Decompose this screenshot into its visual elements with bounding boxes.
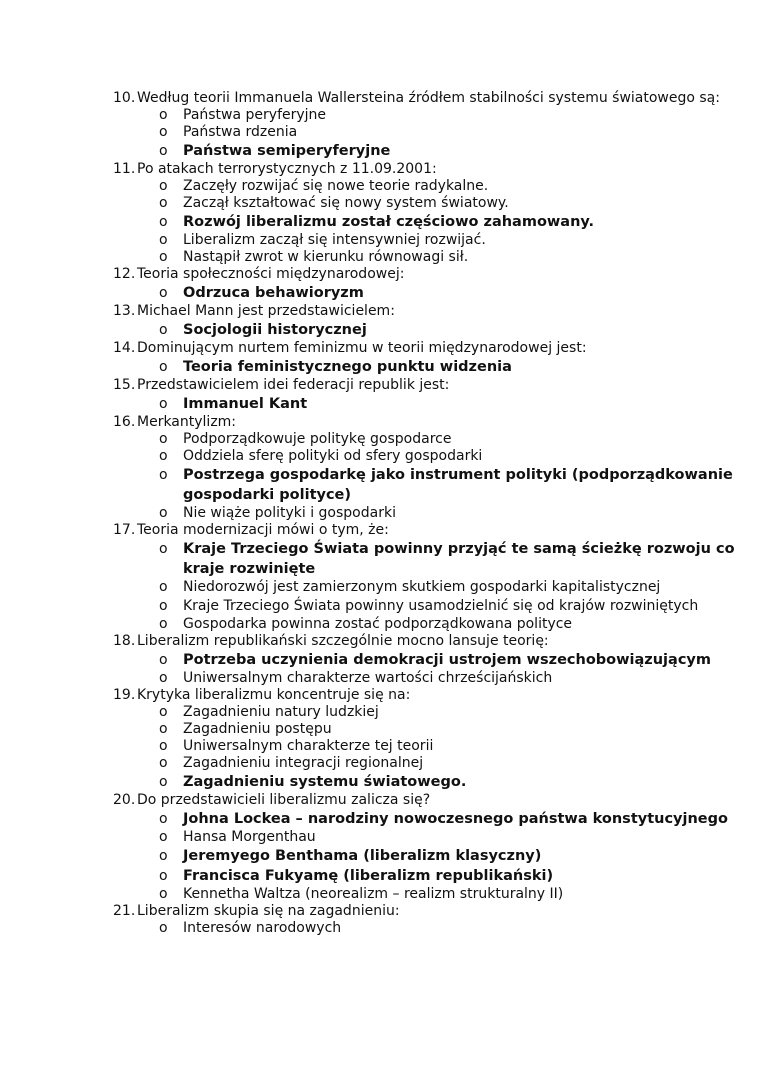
- answer-list: [113, 809, 743, 903]
- answer-text: Zaczął kształtować się nowy system światowy.: [183, 195, 509, 211]
- question-block: [113, 903, 743, 937]
- circle-bullet-icon: o: [159, 396, 168, 412]
- question: [113, 161, 743, 178]
- answer-text: Johna Lockea – narodziny nowoczesnego państwa konstytucyjnego: [183, 811, 728, 827]
- answer-option: [113, 829, 743, 846]
- document-body: [113, 90, 743, 937]
- circle-bullet-icon: o: [159, 143, 168, 159]
- answer-list: [113, 320, 743, 340]
- question: [113, 303, 743, 320]
- answer-text: Odrzuca behawioryzm: [183, 285, 364, 301]
- question-text: Teoria modernizacji mówi o tym, że:: [137, 522, 389, 538]
- answer-list: [113, 178, 743, 266]
- circle-bullet-icon: o: [159, 195, 168, 211]
- circle-bullet-icon: o: [159, 868, 168, 884]
- question: [113, 266, 743, 283]
- question-text: Liberalizm republikański szczególnie mocno lansuje teorię:: [137, 633, 549, 649]
- answer-text: Uniwersalnym charakterze tej teorii: [183, 738, 434, 754]
- question: [113, 687, 743, 704]
- circle-bullet-icon: o: [159, 541, 168, 557]
- question-number: 19.: [113, 687, 136, 703]
- answer-text: Zaczęły rozwijać się nowe teorie radykalne.: [183, 178, 489, 194]
- circle-bullet-icon: o: [159, 704, 168, 720]
- answer-option: [113, 616, 743, 633]
- circle-bullet-icon: o: [159, 124, 168, 140]
- answer-text: Rozwój liberalizmu został częściowo zahamowany.: [183, 214, 595, 230]
- question-text: Do przedstawicieli liberalizmu zalicza się?: [137, 792, 431, 808]
- question-number: 11.: [113, 161, 136, 177]
- answer-option: [113, 505, 743, 522]
- question: [113, 414, 743, 431]
- answer-option-correct: [113, 394, 743, 414]
- answer-option: [113, 721, 743, 738]
- circle-bullet-icon: o: [159, 322, 168, 338]
- answer-option-correct: [113, 866, 743, 886]
- question-block: [113, 377, 743, 414]
- answer-text: Socjologii historycznej: [183, 322, 367, 338]
- answer-list: [113, 107, 743, 161]
- answer-option-correct: [113, 650, 743, 670]
- question-block: [113, 303, 743, 340]
- answer-text: Nastąpił zwrot w kierunku równowagi sił.: [183, 249, 469, 265]
- question: [113, 903, 743, 920]
- question-number: 12.: [113, 266, 136, 282]
- answer-text: Kraje Trzeciego Świata powinny przyjąć te samą ścieżkę rozwoju co kraje rozwinięte: [183, 541, 735, 577]
- answer-option-correct: [113, 809, 743, 829]
- answer-option: [113, 178, 743, 195]
- circle-bullet-icon: o: [159, 107, 168, 123]
- circle-bullet-icon: o: [159, 670, 168, 686]
- answer-text: Nie wiąże polityki i gospodarki: [183, 505, 396, 521]
- circle-bullet-icon: o: [159, 755, 168, 771]
- question-text: Według teorii Immanuela Wallersteina źródłem stabilności systemu światowego są:: [137, 90, 720, 106]
- answer-option-correct: [113, 539, 743, 579]
- circle-bullet-icon: o: [159, 448, 168, 464]
- circle-bullet-icon: o: [159, 467, 168, 483]
- circle-bullet-icon: o: [159, 886, 168, 902]
- answer-text: Zagadnieniu natury ludzkiej: [183, 704, 379, 720]
- question-number: 15.: [113, 377, 136, 393]
- question-block: [113, 414, 743, 522]
- question-block: [113, 792, 743, 903]
- question: [113, 792, 743, 809]
- answer-text: Francisca Fukyamę (liberalizm republikański): [183, 868, 554, 884]
- answer-option-correct: [113, 846, 743, 866]
- answer-text: Zagadnieniu systemu światowego.: [183, 774, 467, 790]
- answer-text: Jeremyego Benthama (liberalizm klasyczny): [183, 848, 542, 864]
- question-number: 20.: [113, 792, 136, 808]
- question-number: 10.: [113, 90, 136, 106]
- answer-text: Uniwersalnym charakterze wartości chrześcijańskich: [183, 670, 553, 686]
- circle-bullet-icon: o: [159, 505, 168, 521]
- answer-option: [113, 755, 743, 772]
- circle-bullet-icon: o: [159, 920, 168, 936]
- answer-option: [113, 596, 743, 616]
- answer-option: [113, 670, 743, 687]
- circle-bullet-icon: o: [159, 721, 168, 737]
- question-text: Przedstawicielem idei federacji republik jest:: [137, 377, 450, 393]
- answer-text: Kennetha Waltza (neorealizm – realizm strukturalny II): [183, 886, 564, 902]
- answer-list: [113, 650, 743, 687]
- answer-text: Gospodarka powinna zostać podporządkowana polityce: [183, 616, 573, 632]
- answer-text: Liberalizm zaczął się intensywniej rozwijać.: [183, 232, 486, 248]
- question-block: [113, 633, 743, 687]
- question-block: [113, 161, 743, 266]
- question-text: Michael Mann jest przedstawicielem:: [137, 303, 395, 319]
- answer-option: [113, 448, 743, 465]
- circle-bullet-icon: o: [159, 652, 168, 668]
- circle-bullet-icon: o: [159, 616, 168, 632]
- answer-option: [113, 704, 743, 721]
- question-number: 16.: [113, 414, 136, 430]
- answer-option: [113, 107, 743, 124]
- circle-bullet-icon: o: [159, 738, 168, 754]
- circle-bullet-icon: o: [159, 249, 168, 265]
- circle-bullet-icon: o: [159, 214, 168, 230]
- circle-bullet-icon: o: [159, 848, 168, 864]
- answer-option: [113, 124, 743, 141]
- question: [113, 340, 743, 357]
- answer-option-correct: [113, 357, 743, 377]
- question-block: [113, 340, 743, 377]
- circle-bullet-icon: o: [159, 811, 168, 827]
- question-text: Dominującym nurtem feminizmu w teorii międzynarodowej jest:: [137, 340, 587, 356]
- circle-bullet-icon: o: [159, 829, 168, 845]
- answer-list: [113, 431, 743, 522]
- question: [113, 377, 743, 394]
- answer-option-correct: [113, 212, 743, 232]
- answer-option: [113, 431, 743, 448]
- circle-bullet-icon: o: [159, 178, 168, 194]
- circle-bullet-icon: o: [159, 285, 168, 301]
- question-number: 17.: [113, 522, 136, 538]
- answer-text: Interesów narodowych: [183, 920, 342, 936]
- answer-list: [113, 920, 743, 937]
- answer-text: Postrzega gospodarkę jako instrument polityki (podporządkowanie gospodarki polityce): [183, 467, 733, 503]
- question-text: Po atakach terrorystycznych z 11.09.2001:: [137, 161, 437, 177]
- question-block: [113, 266, 743, 303]
- question-block: [113, 687, 743, 792]
- question: [113, 522, 743, 539]
- question-number: 21.: [113, 903, 136, 919]
- answer-text: Teoria feministycznego punktu widzenia: [183, 359, 512, 375]
- question-text: Merkantylizm:: [137, 414, 237, 430]
- answer-list: [113, 394, 743, 414]
- answer-option: [113, 920, 743, 937]
- answer-option-correct: [113, 320, 743, 340]
- circle-bullet-icon: o: [159, 232, 168, 248]
- answer-option: [113, 738, 743, 755]
- answer-text: Państwa semiperyferyjne: [183, 143, 391, 159]
- answer-text: Oddziela sferę polityki od sfery gospodarki: [183, 448, 483, 464]
- question: [113, 633, 743, 650]
- answer-text: Immanuel Kant: [183, 396, 308, 412]
- question-number: 13.: [113, 303, 136, 319]
- answer-option: [113, 232, 743, 249]
- answer-text: Kraje Trzeciego Świata powinny usamodzielnić się od krajów rozwiniętych: [183, 598, 699, 614]
- answer-list: [113, 283, 743, 303]
- answer-text: Państwa peryferyjne: [183, 107, 327, 123]
- answer-text: Zagadnieniu postępu: [183, 721, 332, 737]
- circle-bullet-icon: o: [159, 598, 168, 614]
- answer-option-correct: [113, 465, 743, 505]
- question-text: Teoria społeczności międzynarodowej:: [137, 266, 405, 282]
- question-block: [113, 522, 743, 633]
- circle-bullet-icon: o: [159, 579, 168, 595]
- answer-option: [113, 579, 743, 596]
- answer-text: Hansa Morgenthau: [183, 829, 316, 845]
- question-number: 14.: [113, 340, 136, 356]
- question-text: Liberalizm skupia się na zagadnieniu:: [137, 903, 400, 919]
- answer-text: Potrzeba uczynienia demokracji ustrojem wszechobowiązującym: [183, 652, 711, 668]
- answer-option: [113, 886, 743, 903]
- answer-option-correct: [113, 283, 743, 303]
- question-number: 18.: [113, 633, 136, 649]
- answer-list: [113, 357, 743, 377]
- answer-option: [113, 249, 743, 266]
- circle-bullet-icon: o: [159, 359, 168, 375]
- answer-option: [113, 195, 743, 212]
- circle-bullet-icon: o: [159, 774, 168, 790]
- answer-option-correct: [113, 772, 743, 792]
- question-text: Krytyka liberalizmu koncentruje się na:: [137, 687, 411, 703]
- answer-text: Podporządkowuje politykę gospodarce: [183, 431, 452, 447]
- answer-text: Niedorozwój jest zamierzonym skutkiem gospodarki kapitalistycznej: [183, 579, 661, 595]
- circle-bullet-icon: o: [159, 431, 168, 447]
- answer-option-correct: [113, 141, 743, 161]
- answer-list: [113, 704, 743, 792]
- question: [113, 90, 743, 107]
- question-block: [113, 90, 743, 161]
- answer-list: [113, 539, 743, 633]
- answer-text: Państwa rdzenia: [183, 124, 298, 140]
- answer-text: Zagadnieniu integracji regionalnej: [183, 755, 424, 771]
